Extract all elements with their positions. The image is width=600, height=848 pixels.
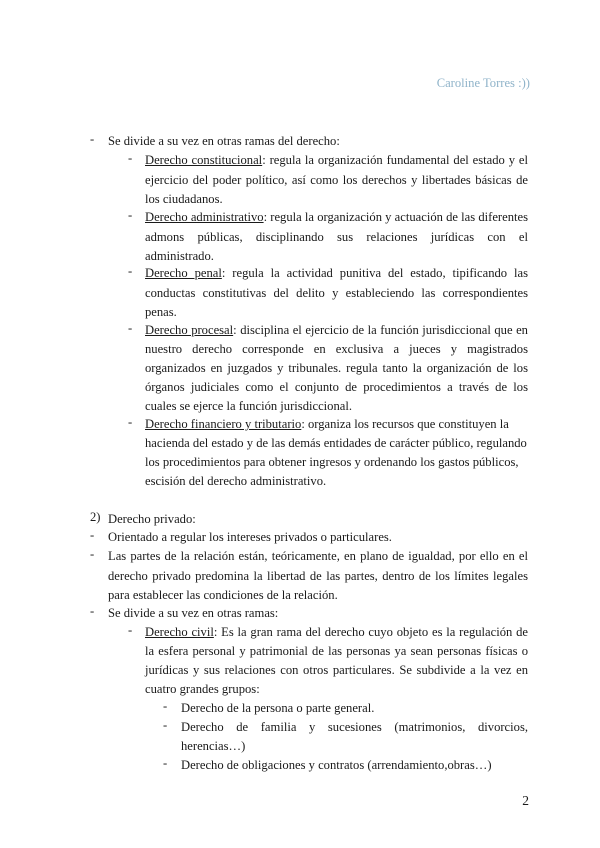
private-point: Las partes de la relación están, teóricamente, en plano de igualdad, por ello en el derecho privado predomina la libertad de las partes, dentro de los límites legales para establecer las condiciones de la relación. <box>108 549 528 602</box>
branch-term: Derecho financiero y tributario <box>145 417 302 431</box>
branch-procesal <box>145 321 528 416</box>
bullet-dash: - <box>90 604 95 618</box>
branch-penal <box>145 264 528 323</box>
branch-text: : regula la organización y actuación de las diferentes admons públicas, disciplinando sus relaciones jurídicas con el administrado. <box>145 210 528 263</box>
branch-constitucional <box>145 151 528 210</box>
bullet-dash: - <box>163 756 168 770</box>
bullet-dash: - <box>90 132 95 146</box>
bullet-dash: - <box>128 623 133 637</box>
branch-term: Derecho civil <box>145 625 214 639</box>
branch-term: Derecho constitucional <box>145 153 263 167</box>
bullet-dash: - <box>90 528 95 542</box>
branch-term: Derecho penal <box>145 266 222 280</box>
branch-text: : regula la actividad punitiva del estado, tipificando las conductas constitutivas del delito y estableciendo las correspondientes penas. <box>145 266 528 319</box>
bullet-dash: - <box>128 264 133 278</box>
branch-text: : Es la gran rama del derecho cuyo objeto es la regulación de la esfera personal y patrimonial de las personas ya sean personas físicas o jurídicas y sus relaciones con otros particulares. Se subdivide a la vez en cuatro grandes grupos: <box>145 625 528 696</box>
branch-term: Derecho procesal <box>145 323 234 337</box>
section-heading: Derecho privado: <box>108 512 196 526</box>
branch-text: : organiza los recursos que constituyen la hacienda del estado y de las demás entidades de carácter público, regulando los procedimientos para obtener ingresos y ordenando los gastos públicos, escisión del derecho administrativo. <box>145 417 527 488</box>
branch-text: : disciplina el ejercicio de la función jurisdiccional que en nuestro derecho corresponde en exclusiva a jueces y magistrados organizados en juzgados y tribunales. regula tanto la organización de los órganos judiciales como el conjunto de procedimientos a través de los cuales se ejerce la función jurisdiccional. <box>145 323 528 413</box>
branch-civil <box>145 623 528 699</box>
private-point: Orientado a regular los intereses privados o particulares. <box>108 530 392 544</box>
bullet-dash: - <box>128 415 133 429</box>
bullet-dash: - <box>128 321 133 335</box>
header-author: Caroline Torres :)) <box>436 76 530 90</box>
civil-group: Derecho de familia y sucesiones (matrimonios, divorcios, herencias…) <box>181 720 528 753</box>
branch-financiero <box>145 415 528 491</box>
bullet-dash: - <box>128 208 133 222</box>
branch-term: Derecho administrativo <box>145 210 264 224</box>
section-number: 2) <box>90 510 101 524</box>
bullet-dash: - <box>163 718 168 732</box>
branch-text: : regula la organización fundamental del estado y el ejercicio del poder político, así como los derechos y libertades básicas de los ciudadanos. <box>145 153 528 206</box>
bullet-dash: - <box>128 151 133 165</box>
private-point: Se divide a su vez en otras ramas: <box>108 606 279 620</box>
bullet-dash: - <box>163 699 168 713</box>
bullet-dash: - <box>90 547 95 561</box>
civil-group: Derecho de obligaciones y contratos (arrendamiento,obras…) <box>181 758 492 772</box>
page-number: 2 <box>522 793 529 808</box>
public-intro: Se divide a su vez en otras ramas del derecho: <box>108 134 340 148</box>
branch-administrativo <box>145 208 528 267</box>
civil-group: Derecho de la persona o parte general. <box>181 701 375 715</box>
